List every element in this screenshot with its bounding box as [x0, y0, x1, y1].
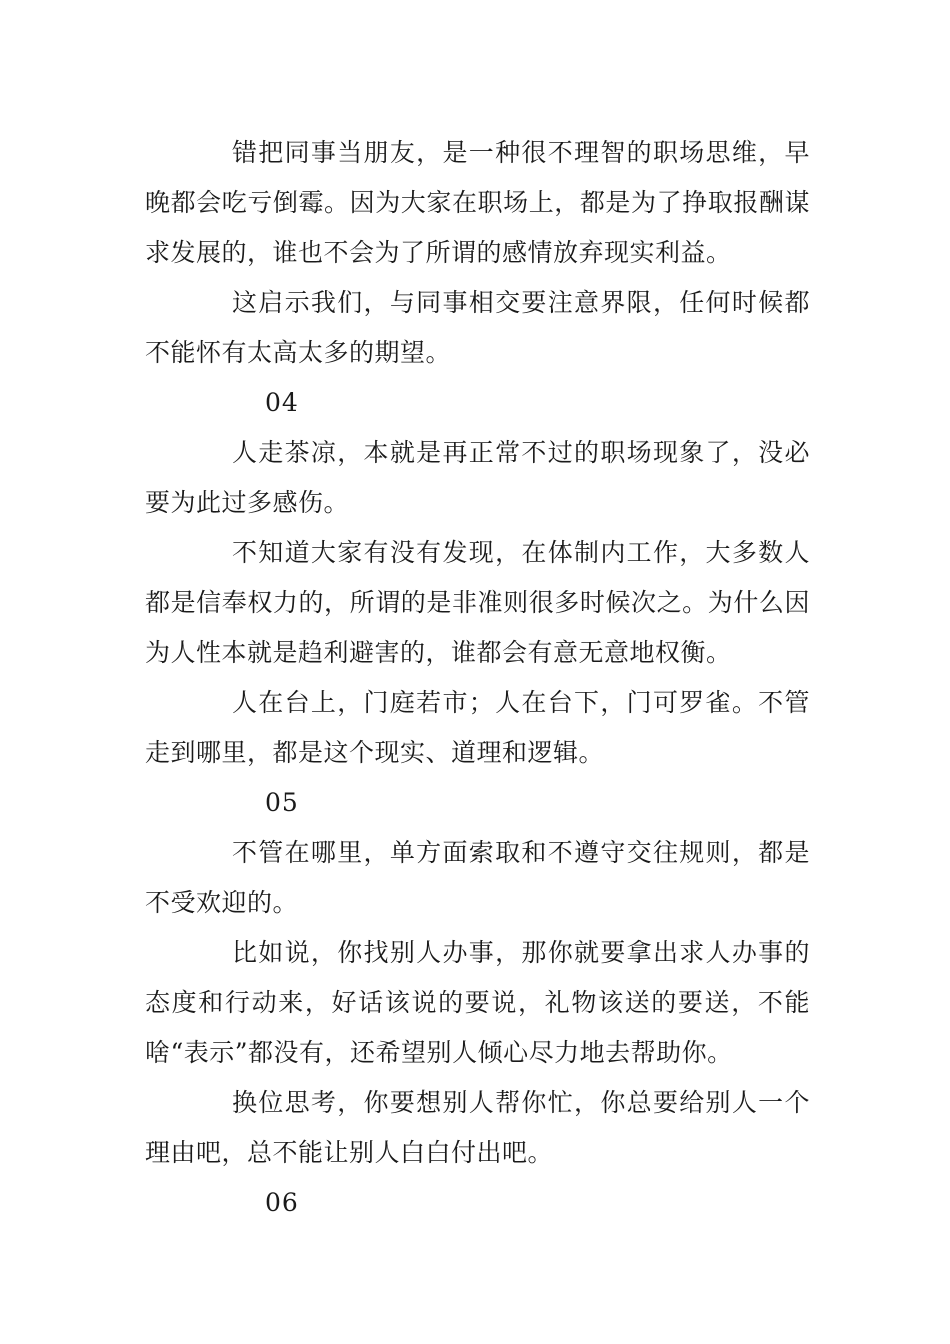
paragraph: 比如说，你找别人办事，那你就要拿出求人办事的态度和行动来，好话该说的要说，礼物该送的要送，不能啥“表示”都没有，还希望别人倾心尽力地去帮助你。	[145, 938, 810, 1067]
section-number: 05	[265, 788, 299, 817]
paragraph: 人走茶凉，本就是再正常不过的职场现象了，没必要为此过多感伤。	[145, 438, 810, 517]
section-number: 06	[265, 1188, 299, 1217]
paragraph: 换位思考，你要想别人帮你忙，你总要给别人一个理由吧，总不能让别人白白付出吧。	[145, 1088, 810, 1167]
paragraph: 不知道大家有没有发现，在体制内工作，大多数人都是信奉权力的，所谓的是非准则很多时候次之。为什么因为人性本就是趋利避害的，谁都会有意无意地权衡。	[145, 538, 810, 667]
paragraph: 错把同事当朋友，是一种很不理智的职场思维，早晚都会吃亏倒霉。因为大家在职场上，都是为了挣取报酬谋求发展的，谁也不会为了所谓的感情放弃现实利益。	[145, 138, 810, 267]
paragraph: 人在台上，门庭若市；人在台下，门可罗雀。不管走到哪里，都是这个现实、道理和逻辑。	[145, 688, 810, 767]
document-body	[145, 128, 810, 1228]
paragraph: 这启示我们，与同事相交要注意界限，任何时候都不能怀有太高太多的期望。	[145, 288, 810, 367]
section-number: 04	[265, 388, 299, 417]
paragraph: 不管在哪里，单方面索取和不遵守交往规则，都是不受欢迎的。	[145, 838, 810, 917]
